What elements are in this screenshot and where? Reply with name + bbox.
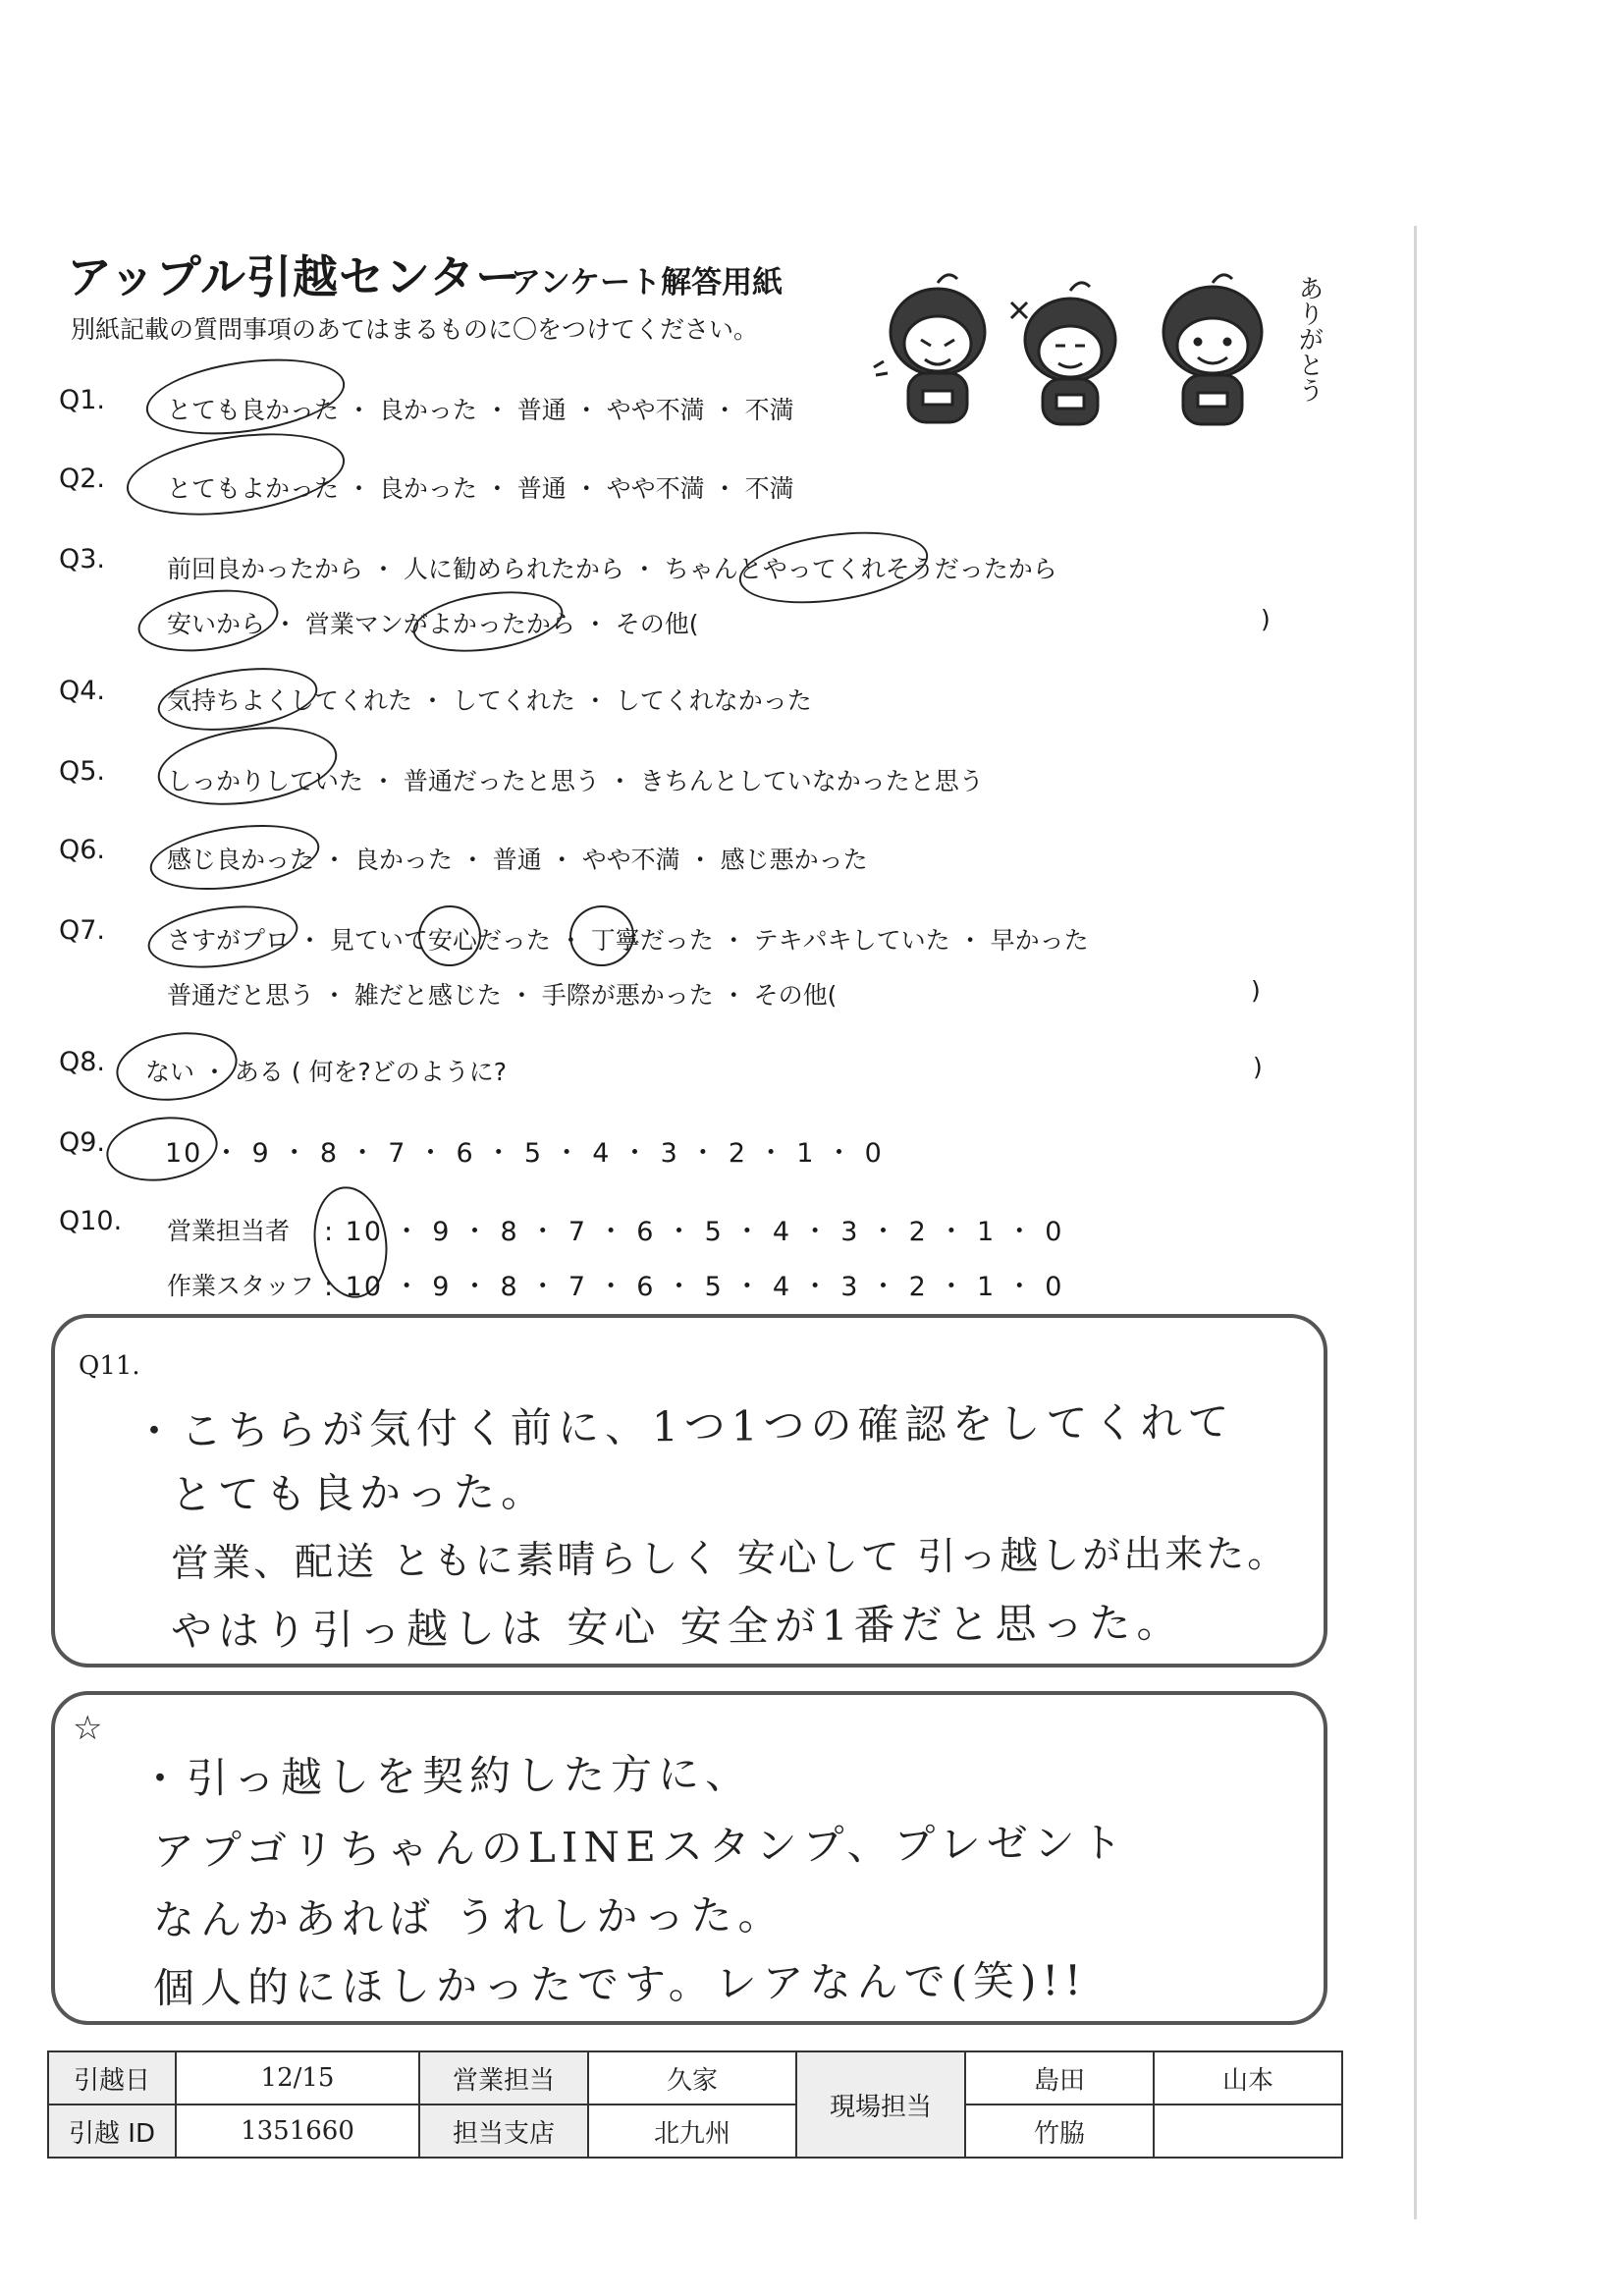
question-10 — [0, 1206, 1414, 1255]
answer-circle-mark — [122, 421, 351, 527]
staff-label: 作業スタッフ — [167, 1272, 315, 1300]
question-10-staff — [0, 1261, 1414, 1310]
close-paren: ) — [1251, 976, 1261, 1005]
question-4 — [0, 676, 1414, 725]
question-5 — [0, 756, 1414, 805]
question-1 — [0, 385, 1414, 434]
handwritten-line: アプゴリちゃんのLINEスタンプ、プレゼント — [152, 1818, 1128, 1876]
question-label: Q2. — [59, 464, 106, 494]
question-label: Q7. — [59, 915, 106, 946]
thanks-text: ありがとう — [1294, 275, 1324, 403]
handwritten-line: ・こちらが気付く前に、1つ1つの確認をしてくれて — [133, 1397, 1235, 1455]
answer-circle-mark — [144, 898, 302, 977]
question-7-continued — [0, 970, 1414, 1019]
company-title: アップル引越センター — [67, 250, 522, 303]
question-label: Q6. — [59, 835, 106, 865]
sales-rep-label: 営業担当者 — [167, 1217, 291, 1245]
question-label: Q9. — [59, 1127, 106, 1158]
move-id-value: 1351660 — [176, 2105, 419, 2158]
question-label: Q4. — [59, 676, 106, 706]
question-label: Q1. — [59, 385, 106, 415]
question-6 — [0, 835, 1414, 884]
q11-comment-box — [51, 1314, 1327, 1667]
branch-value: 北九州 — [588, 2105, 796, 2158]
close-paren: ) — [1261, 605, 1271, 633]
move-date-label: 引越日 — [48, 2051, 176, 2105]
answer-options-line-1: 前回良かったから ・ 人に勧められたから ・ ちゃんとやってくれそうだったから — [167, 555, 1057, 583]
handwritten-line: 営業、配送 ともに素晴らしく 安心して 引っ越しが出来た。 — [170, 1532, 1289, 1586]
question-label: Q3. — [59, 544, 106, 574]
move-id-label: 引越 ID — [48, 2105, 176, 2158]
question-2 — [0, 464, 1414, 513]
question-label: Q10. — [59, 1206, 123, 1236]
star-icon: ☆ — [73, 1709, 103, 1748]
answer-circle-mark — [566, 902, 638, 971]
answer-options-line-2: 安いから ・ 営業マンがよかったから ・ その他( — [167, 610, 699, 638]
site-staff-label: 現場担当 — [796, 2051, 965, 2158]
question-3 — [0, 544, 1414, 593]
answer-options: 気持ちよくしてくれた ・ してくれた ・ してくれなかった — [167, 686, 812, 715]
answer-circle-mark — [153, 717, 343, 816]
answer-circle-mark — [135, 581, 283, 659]
question-7 — [0, 915, 1414, 964]
close-paren: ) — [1253, 1053, 1263, 1081]
staff-rating-scale: : 10 ・ 9 ・ 8 ・ 7 ・ 6 ・ 5 ・ 4 ・ 3 ・ 2 ・ 1 ・ 0 — [324, 1272, 1064, 1302]
answer-circle-mark — [154, 659, 322, 739]
q11-label: Q11. — [79, 1351, 140, 1381]
handwritten-line: 個人的にほしかったです。レアなんで(笑)!! — [152, 1955, 1088, 2013]
answer-circle-mark — [146, 815, 324, 900]
request-comment-box — [51, 1691, 1327, 2025]
answer-options: しっかりしていた ・ 普通だったと思う ・ きちんとしていなかったと思う — [167, 767, 984, 795]
move-date-value: 12/15 — [176, 2051, 419, 2105]
answer-circle-mark — [409, 583, 568, 661]
site-staff-value — [1154, 2105, 1342, 2158]
page-edge — [1414, 226, 1417, 2219]
question-3-continued — [0, 599, 1414, 648]
form-subtitle: アンケート解答用紙 — [511, 265, 784, 301]
sales-label: 営業担当 — [419, 2051, 588, 2105]
handwritten-line: ・引っ越しを契約した方に、 — [138, 1749, 753, 1803]
question-9 — [0, 1127, 1414, 1176]
sales-rating-scale: : 10 ・ 9 ・ 8 ・ 7 ・ 6 ・ 5 ・ 4 ・ 3 ・ 2 ・ 1 ・ 0 — [324, 1217, 1064, 1247]
answer-circle-mark — [102, 1110, 222, 1187]
move-info-table — [47, 2050, 1343, 2159]
answer-circle-mark — [141, 348, 350, 446]
site-staff-value: 山本 — [1154, 2051, 1342, 2105]
question-label: Q8. — [59, 1047, 106, 1077]
answer-options-line-2: 普通だと思う ・ 雑だと感じた ・ 手際が悪かった ・ その他( — [167, 981, 838, 1010]
handwritten-line: なんかあれば うれしかった。 — [152, 1890, 785, 1944]
handwritten-line: やはり引っ越しは 安心 安全が1番だと思った。 — [170, 1598, 1184, 1656]
answer-circle-mark — [414, 902, 485, 970]
sales-value: 久家 — [588, 2051, 796, 2105]
answer-options: ない ・ ある ( 何を?どのように? — [145, 1058, 508, 1086]
instruction-text: 別紙記載の質問事項のあてはまるものに〇をつけてください。 — [71, 315, 759, 344]
handwritten-line: とても良かった。 — [170, 1467, 549, 1519]
answer-circle-mark — [112, 1025, 242, 1109]
rating-scale: 10 ・ 9 ・ 8 ・ 7 ・ 6 ・ 5 ・ 4 ・ 3 ・ 2 ・ 1 ・ 0 — [165, 1138, 884, 1169]
site-staff-value: 島田 — [965, 2051, 1154, 2105]
site-staff-value: 竹脇 — [965, 2105, 1154, 2158]
branch-label: 担当支店 — [419, 2105, 588, 2158]
answer-options: とてもよかった ・ 良かった ・ 普通 ・ やや不満 ・ 不満 — [167, 474, 794, 503]
question-8 — [0, 1047, 1414, 1096]
answer-options: とても良かった ・ 良かった ・ 普通 ・ やや不満 ・ 不満 — [167, 396, 794, 424]
answer-options: 感じ良かった ・ 良かった ・ 普通 ・ やや不満 ・ 感じ悪かった — [167, 846, 868, 874]
question-label: Q5. — [59, 756, 106, 787]
answer-options-line-1: さすがプロ ・ 見ていて安心だった ・ 丁寧だった ・ テキパキしていた ・ 早かった — [167, 926, 1089, 955]
